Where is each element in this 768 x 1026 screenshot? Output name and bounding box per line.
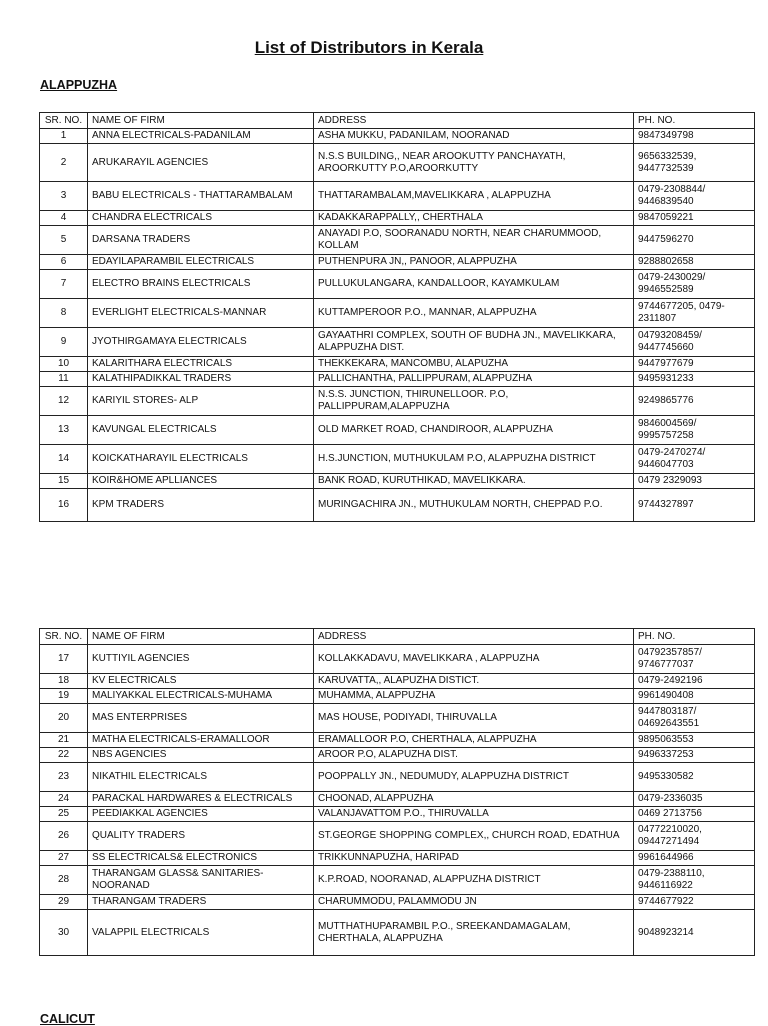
cell-phone: 9495330582 — [634, 763, 755, 792]
table-body — [40, 129, 755, 522]
cell-phone: 9895063553 — [634, 733, 755, 748]
cell-address: THATTARAMBALAM,MAVELIKKARA , ALAPPUZHA — [314, 182, 634, 211]
cell-address: KOLLAKKADAVU, MAVELIKKARA , ALAPPUZHA — [314, 645, 634, 674]
cell-address: CHOONAD, ALAPPUZHA — [314, 792, 634, 807]
header-phone: PH. NO. — [634, 629, 755, 645]
cell-sr-no: 30 — [40, 910, 88, 956]
table-row — [40, 129, 755, 144]
cell-sr-no: 26 — [40, 822, 88, 851]
cell-firm-name: JYOTHIRGAMAYA ELECTRICALS — [88, 328, 314, 357]
cell-sr-no: 1 — [40, 129, 88, 144]
table-row — [40, 489, 755, 522]
cell-sr-no: 16 — [40, 489, 88, 522]
table-row — [40, 748, 755, 763]
cell-sr-no: 28 — [40, 866, 88, 895]
cell-sr-no: 17 — [40, 645, 88, 674]
cell-firm-name: MALIYAKKAL ELECTRICALS-MUHAMA — [88, 689, 314, 704]
cell-phone: 9249865776 — [634, 387, 755, 416]
cell-address: ASHA MUKKU, PADANILAM, NOORANAD — [314, 129, 634, 144]
cell-firm-name: KARIYIL STORES- ALP — [88, 387, 314, 416]
cell-address: TRIKKUNNAPUZHA, HARIPAD — [314, 851, 634, 866]
cell-sr-no: 15 — [40, 474, 88, 489]
cell-firm-name: NBS AGENCIES — [88, 748, 314, 763]
table-row — [40, 226, 755, 255]
cell-phone: 9447977679 — [634, 357, 755, 372]
table-row — [40, 689, 755, 704]
table-row — [40, 674, 755, 689]
cell-firm-name: THARANGAM TRADERS — [88, 895, 314, 910]
cell-firm-name: KAVUNGAL ELECTRICALS — [88, 416, 314, 445]
cell-address: AROOR P.O, ALAPUZHA DIST. — [314, 748, 634, 763]
table-row — [40, 357, 755, 372]
table-row — [40, 328, 755, 357]
cell-sr-no: 14 — [40, 445, 88, 474]
cell-firm-name: PEEDIAKKAL AGENCIES — [88, 807, 314, 822]
cell-phone: 04772210020, 09447271494 — [634, 822, 755, 851]
distributors-table-2 — [39, 628, 755, 956]
cell-address: K.P.ROAD, NOORANAD, ALAPPUZHA DISTRICT — [314, 866, 634, 895]
cell-address: N.S.S. JUNCTION, THIRUNELLOOR. P.O, PALLIPPURAM,ALAPPUZHA — [314, 387, 634, 416]
cell-sr-no: 11 — [40, 372, 88, 387]
cell-phone: 04793208459/ 9447745660 — [634, 328, 755, 357]
cell-firm-name: KV ELECTRICALS — [88, 674, 314, 689]
cell-phone: 9656332539, 9447732539 — [634, 144, 755, 182]
table-row — [40, 144, 755, 182]
cell-firm-name: KPM TRADERS — [88, 489, 314, 522]
cell-address: PULLUKULANGARA, KANDALLOOR, KAYAMKULAM — [314, 270, 634, 299]
cell-sr-no: 29 — [40, 895, 88, 910]
cell-sr-no: 6 — [40, 255, 88, 270]
cell-phone: 9847059221 — [634, 211, 755, 226]
cell-address: POOPPALLY JN., NEDUMUDY, ALAPPUZHA DISTRICT — [314, 763, 634, 792]
cell-firm-name: MATHA ELECTRICALS-ERAMALLOOR — [88, 733, 314, 748]
cell-sr-no: 23 — [40, 763, 88, 792]
cell-phone: 9048923214 — [634, 910, 755, 956]
cell-sr-no: 19 — [40, 689, 88, 704]
cell-phone: 0479 2329093 — [634, 474, 755, 489]
cell-address: MAS HOUSE, PODIYADI, THIRUVALLA — [314, 704, 634, 733]
cell-firm-name: BABU ELECTRICALS - THATTARAMBALAM — [88, 182, 314, 211]
cell-firm-name: ANNA ELECTRICALS-PADANILAM — [88, 129, 314, 144]
cell-phone: 9495931233 — [634, 372, 755, 387]
cell-address: BANK ROAD, KURUTHIKAD, MAVELIKKARA. — [314, 474, 634, 489]
cell-address: GAYAATHRI COMPLEX, SOUTH OF BUDHA JN., MAVELIKKARA, ALAPPUZHA DIST. — [314, 328, 634, 357]
cell-sr-no: 10 — [40, 357, 88, 372]
header-sr-no: SR. NO. — [40, 629, 88, 645]
cell-sr-no: 9 — [40, 328, 88, 357]
cell-address: THEKKEKARA, MANCOMBU, ALAPUZHA — [314, 357, 634, 372]
table-row — [40, 704, 755, 733]
cell-phone: 9447596270 — [634, 226, 755, 255]
table-row — [40, 211, 755, 226]
cell-phone: 0469 2713756 — [634, 807, 755, 822]
cell-firm-name: QUALITY TRADERS — [88, 822, 314, 851]
cell-phone: 0479-2430029/ 9946552589 — [634, 270, 755, 299]
header-address: ADDRESS — [314, 629, 634, 645]
cell-address: KADAKKARAPPALLY,, CHERTHALA — [314, 211, 634, 226]
cell-sr-no: 5 — [40, 226, 88, 255]
cell-sr-no: 22 — [40, 748, 88, 763]
cell-address: ST.GEORGE SHOPPING COMPLEX,, CHURCH ROAD, EDATHUA — [314, 822, 634, 851]
cell-firm-name: CHANDRA ELECTRICALS — [88, 211, 314, 226]
cell-sr-no: 2 — [40, 144, 88, 182]
table-row — [40, 372, 755, 387]
cell-address: KUTTAMPEROOR P.O., MANNAR, ALAPPUZHA — [314, 299, 634, 328]
cell-firm-name: KALATHIPADIKKAL TRADERS — [88, 372, 314, 387]
cell-phone: 0479-2308844/ 9446839540 — [634, 182, 755, 211]
header-address: ADDRESS — [314, 113, 634, 129]
table-row — [40, 895, 755, 910]
cell-firm-name: THARANGAM GLASS& SANITARIES- NOORANAD — [88, 866, 314, 895]
table-row — [40, 645, 755, 674]
cell-phone: 9847349798 — [634, 129, 755, 144]
cell-phone: 0479-2336035 — [634, 792, 755, 807]
cell-firm-name: VALAPPIL ELECTRICALS — [88, 910, 314, 956]
cell-address: CHARUMMODU, PALAMMODU JN — [314, 895, 634, 910]
cell-address: MUTTHATHUPARAMBIL P.O., SREEKANDAMAGALAM, CHERTHALA, ALAPPUZHA — [314, 910, 634, 956]
cell-sr-no: 13 — [40, 416, 88, 445]
header-phone: PH. NO. — [634, 113, 755, 129]
table-row — [40, 474, 755, 489]
cell-sr-no: 3 — [40, 182, 88, 211]
cell-firm-name: KOICKATHARAYIL ELECTRICALS — [88, 445, 314, 474]
cell-address: ANAYADI P.O, SOORANADU NORTH, NEAR CHARUMMOOD, KOLLAM — [314, 226, 634, 255]
cell-address: PUTHENPURA JN,, PANOOR, ALAPPUZHA — [314, 255, 634, 270]
cell-address: MURINGACHIRA JN., MUTHUKULAM NORTH, CHEPPAD P.O. — [314, 489, 634, 522]
cell-phone: 9744327897 — [634, 489, 755, 522]
cell-phone: 0479-2492196 — [634, 674, 755, 689]
cell-sr-no: 4 — [40, 211, 88, 226]
cell-phone: 9961490408 — [634, 689, 755, 704]
cell-sr-no: 18 — [40, 674, 88, 689]
cell-address: H.S.JUNCTION, MUTHUKULAM P.O, ALAPPUZHA DISTRICT — [314, 445, 634, 474]
cell-firm-name: PARACKAL HARDWARES & ELECTRICALS — [88, 792, 314, 807]
cell-address: PALLICHANTHA, PALLIPPURAM, ALAPPUZHA — [314, 372, 634, 387]
cell-phone: 9846004569/ 9995757258 — [634, 416, 755, 445]
cell-firm-name: EVERLIGHT ELECTRICALS-MANNAR — [88, 299, 314, 328]
table-row — [40, 255, 755, 270]
cell-phone: 9496337253 — [634, 748, 755, 763]
cell-sr-no: 21 — [40, 733, 88, 748]
cell-phone: 0479-2470274/ 9446047703 — [634, 445, 755, 474]
cell-sr-no: 7 — [40, 270, 88, 299]
cell-phone: 9447803187/ 04692643551 — [634, 704, 755, 733]
cell-address: N.S.S BUILDING,, NEAR AROOKUTTY PANCHAYATH, AROORKUTTY P.O,AROORKUTTY — [314, 144, 634, 182]
table-row — [40, 792, 755, 807]
cell-address: MUHAMMA, ALAPPUZHA — [314, 689, 634, 704]
cell-address: KARUVATTA,, ALAPUZHA DISTICT. — [314, 674, 634, 689]
table-row — [40, 763, 755, 792]
header-name-of-firm: NAME OF FIRM — [88, 113, 314, 129]
table-row — [40, 733, 755, 748]
cell-sr-no: 12 — [40, 387, 88, 416]
cell-firm-name: SS ELECTRICALS& ELECTRONICS — [88, 851, 314, 866]
cell-firm-name: KALARITHARA ELECTRICALS — [88, 357, 314, 372]
cell-sr-no: 27 — [40, 851, 88, 866]
cell-sr-no: 25 — [40, 807, 88, 822]
cell-phone: 9744677922 — [634, 895, 755, 910]
cell-sr-no: 24 — [40, 792, 88, 807]
cell-firm-name: MAS ENTERPRISES — [88, 704, 314, 733]
table-row — [40, 270, 755, 299]
cell-phone: 9961644966 — [634, 851, 755, 866]
table-row — [40, 822, 755, 851]
cell-phone: 04792357857/ 9746777037 — [634, 645, 755, 674]
table-header-row — [40, 113, 755, 129]
section-heading-calicut: CALICUT — [40, 1012, 95, 1026]
cell-address: VALANJAVATTOM P.O., THIRUVALLA — [314, 807, 634, 822]
header-name-of-firm: NAME OF FIRM — [88, 629, 314, 645]
table-row — [40, 807, 755, 822]
table-body — [40, 645, 755, 956]
table-row — [40, 299, 755, 328]
cell-firm-name: EDAYILAPARAMBIL ELECTRICALS — [88, 255, 314, 270]
cell-address: OLD MARKET ROAD, CHANDIROOR, ALAPPUZHA — [314, 416, 634, 445]
cell-phone: 9744677205, 0479-2311807 — [634, 299, 755, 328]
cell-sr-no: 20 — [40, 704, 88, 733]
cell-firm-name: KUTTIYIL AGENCIES — [88, 645, 314, 674]
header-sr-no: SR. NO. — [40, 113, 88, 129]
cell-firm-name: DARSANA TRADERS — [88, 226, 314, 255]
distributors-table-1 — [39, 112, 755, 522]
table-row — [40, 851, 755, 866]
table-row — [40, 182, 755, 211]
cell-phone: 0479-2388110, 9446116922 — [634, 866, 755, 895]
page-title: List of Distributors in Kerala — [254, 38, 484, 57]
table-row — [40, 910, 755, 956]
cell-firm-name: ELECTRO BRAINS ELECTRICALS — [88, 270, 314, 299]
table-row — [40, 445, 755, 474]
cell-firm-name: NIKATHIL ELECTRICALS — [88, 763, 314, 792]
cell-address: ERAMALLOOR P.O, CHERTHALA, ALAPPUZHA — [314, 733, 634, 748]
cell-firm-name: KOIR&HOME APLLIANCES — [88, 474, 314, 489]
table-header-row — [40, 629, 755, 645]
table-row — [40, 866, 755, 895]
cell-phone: 9288802658 — [634, 255, 755, 270]
cell-sr-no: 8 — [40, 299, 88, 328]
section-heading-alappuzha: ALAPPUZHA — [40, 78, 118, 92]
table-row — [40, 387, 755, 416]
cell-firm-name: ARUKARAYIL AGENCIES — [88, 144, 314, 182]
table-row — [40, 416, 755, 445]
